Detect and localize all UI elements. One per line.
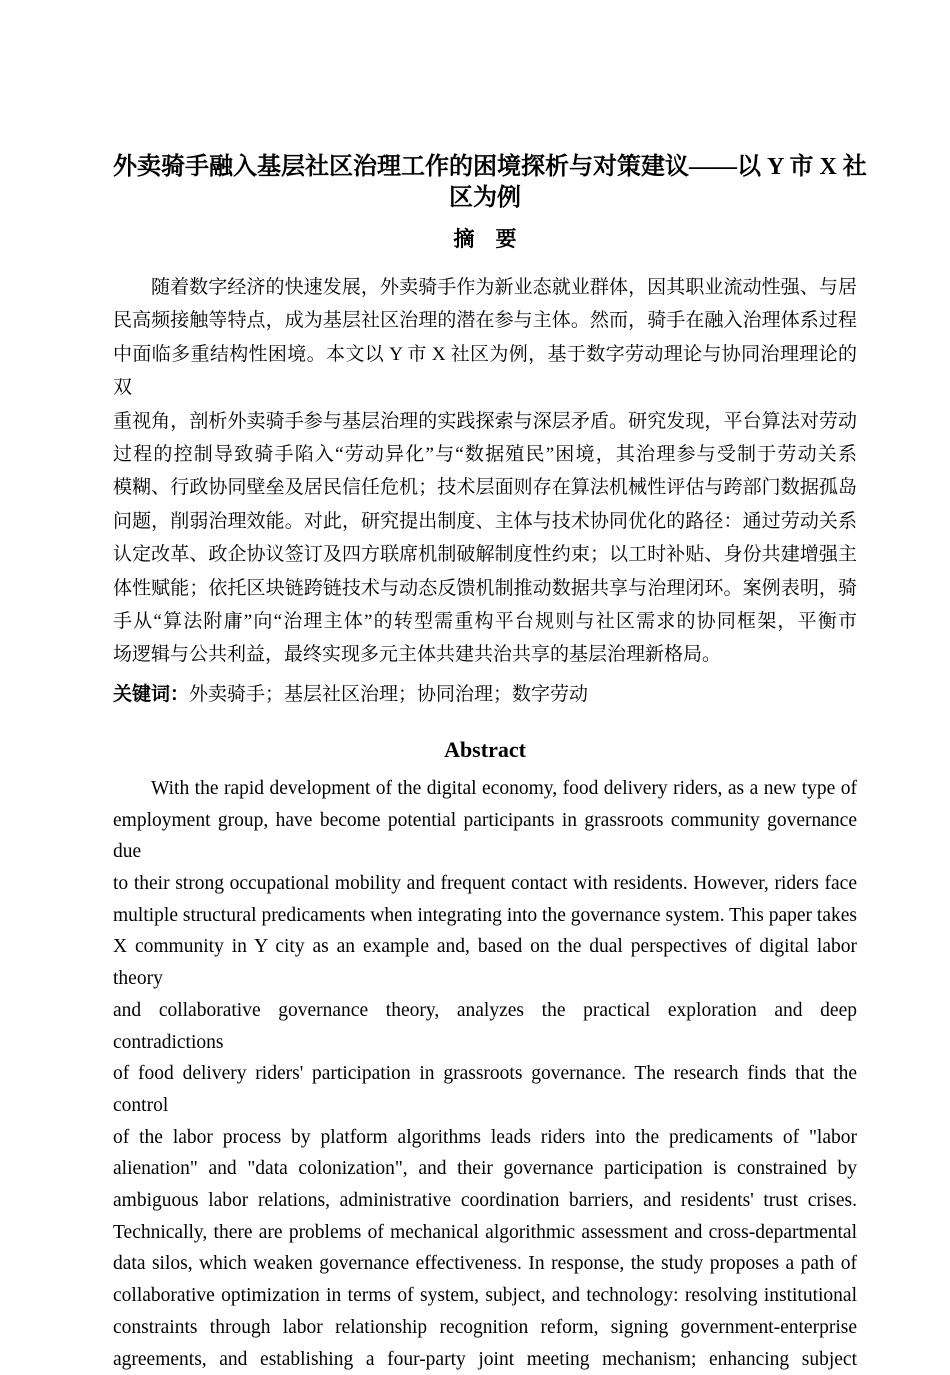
abstract-en-line: of food delivery riders' participation in grassroots governance. The research finds that the control	[113, 1063, 857, 1116]
abstract-zh-line: 认定改革、政企协议签订及四方联席机制破解制度性约束；以工时补贴、身份共建增强主	[113, 544, 857, 566]
abstract-en-line: collaborative optimization in terms of system, subject, and technology: resolving institutional	[113, 1285, 857, 1307]
paper-title-line: 区为例	[449, 185, 521, 211]
keywords-line	[113, 678, 857, 711]
abstract-zh-line: 民高频接触等特点，成为基层社区治理的潜在参与主体。然而，骑手在融入治理体系过程	[113, 310, 857, 332]
abstract-zh-heading: 摘 要	[453, 227, 517, 251]
abstract-en-line: data silos, which weaken governance effectiveness. In response, the study proposes a path of	[113, 1253, 857, 1275]
abstract-zh-line: 随着数字经济的快速发展，外卖骑手作为新业态就业群体，因其职业流动性强、与居	[151, 277, 857, 298]
keywords-label: 关键词：	[113, 683, 190, 705]
paper-title	[113, 152, 867, 214]
abstract-zh-line: 中面临多重结构性困境。本文以 Y 市 X 社区为例，基于数字劳动理论与协同治理理论的双	[113, 343, 857, 399]
abstract-zh-line: 体性赋能；依托区块链跨链技术与动态反馈机制推动数据共享与治理闭环。案例表明，骑	[113, 577, 857, 599]
abstract-en-line: to their strong occupational mobility and frequent contact with residents. However, riders face	[113, 872, 857, 894]
abstract-zh-line: 重视角，剖析外卖骑手参与基层治理的实践探索与深层矛盾。研究发现，平台算法对劳动	[113, 410, 857, 432]
page-content	[113, 0, 867, 1375]
abstract-zh-line: 模糊、行政协同壁垒及居民信任危机；技术层面则存在算法机械性评估与跨部门数据孤岛	[113, 477, 857, 499]
abstract-en-line: agreements, and establishing a four-party joint meeting mechanism; enhancing subject	[113, 1348, 857, 1370]
abstract-en-line: of the labor process by platform algorithms leads riders into the predicaments of "labor	[113, 1126, 857, 1148]
abstract-zh-line: 场逻辑与公共利益，最终实现多元主体共建共治共享的基层治理新格局。	[113, 644, 722, 666]
abstract-en-line: constraints through labor relationship recognition reform, signing government-enterprise	[113, 1316, 857, 1338]
abstract-en-paragraph	[113, 773, 857, 1375]
abstract-zh-line: 问题，削弱治理效能。对此，研究提出制度、主体与技术协同优化的路径：通过劳动关系	[113, 510, 857, 532]
abstract-en-line: employment group, have become potential participants in grassroots community governance due	[113, 809, 857, 863]
abstract-en-line: X community in Y city as an example and, based on the dual perspectives of digital labor theory	[113, 936, 857, 990]
abstract-en-heading: Abstract	[444, 736, 526, 762]
keywords-text: 外卖骑手；基层社区治理；协同治理；数字劳动	[189, 683, 589, 705]
abstract-zh-line: 过程的控制导致骑手陷入“劳动异化”与“数据殖民”困境，其治理参与受制于劳动关系	[113, 444, 857, 466]
abstract-en-line: Technically, there are problems of mechanical algorithmic assessment and cross-departmental	[113, 1221, 857, 1243]
abstract-en-line: multiple structural predicaments when integrating into the governance system. This paper takes	[113, 904, 857, 926]
abstract-zh-line: 手从“算法附庸”向“治理主体”的转型需重构平台规则与社区需求的协同框架，平衡市	[113, 611, 857, 633]
abstract-en-line: ambiguous labor relations, administrative coordination barriers, and residents' trust crises.	[113, 1190, 857, 1212]
abstract-en-line: alienation" and "data colonization", and their governance participation is constrained by	[113, 1158, 857, 1180]
abstract-en-line: and collaborative governance theory, analyzes the practical exploration and deep contradictions	[113, 999, 857, 1053]
paper-title-line: 外卖骑手融入基层社区治理工作的困境探析与对策建议——以 Y 市 X 社	[113, 154, 867, 180]
abstract-zh-paragraph	[113, 271, 857, 672]
abstract-en-line: With the rapid development of the digital economy, food delivery riders, as a new type of	[151, 777, 857, 799]
